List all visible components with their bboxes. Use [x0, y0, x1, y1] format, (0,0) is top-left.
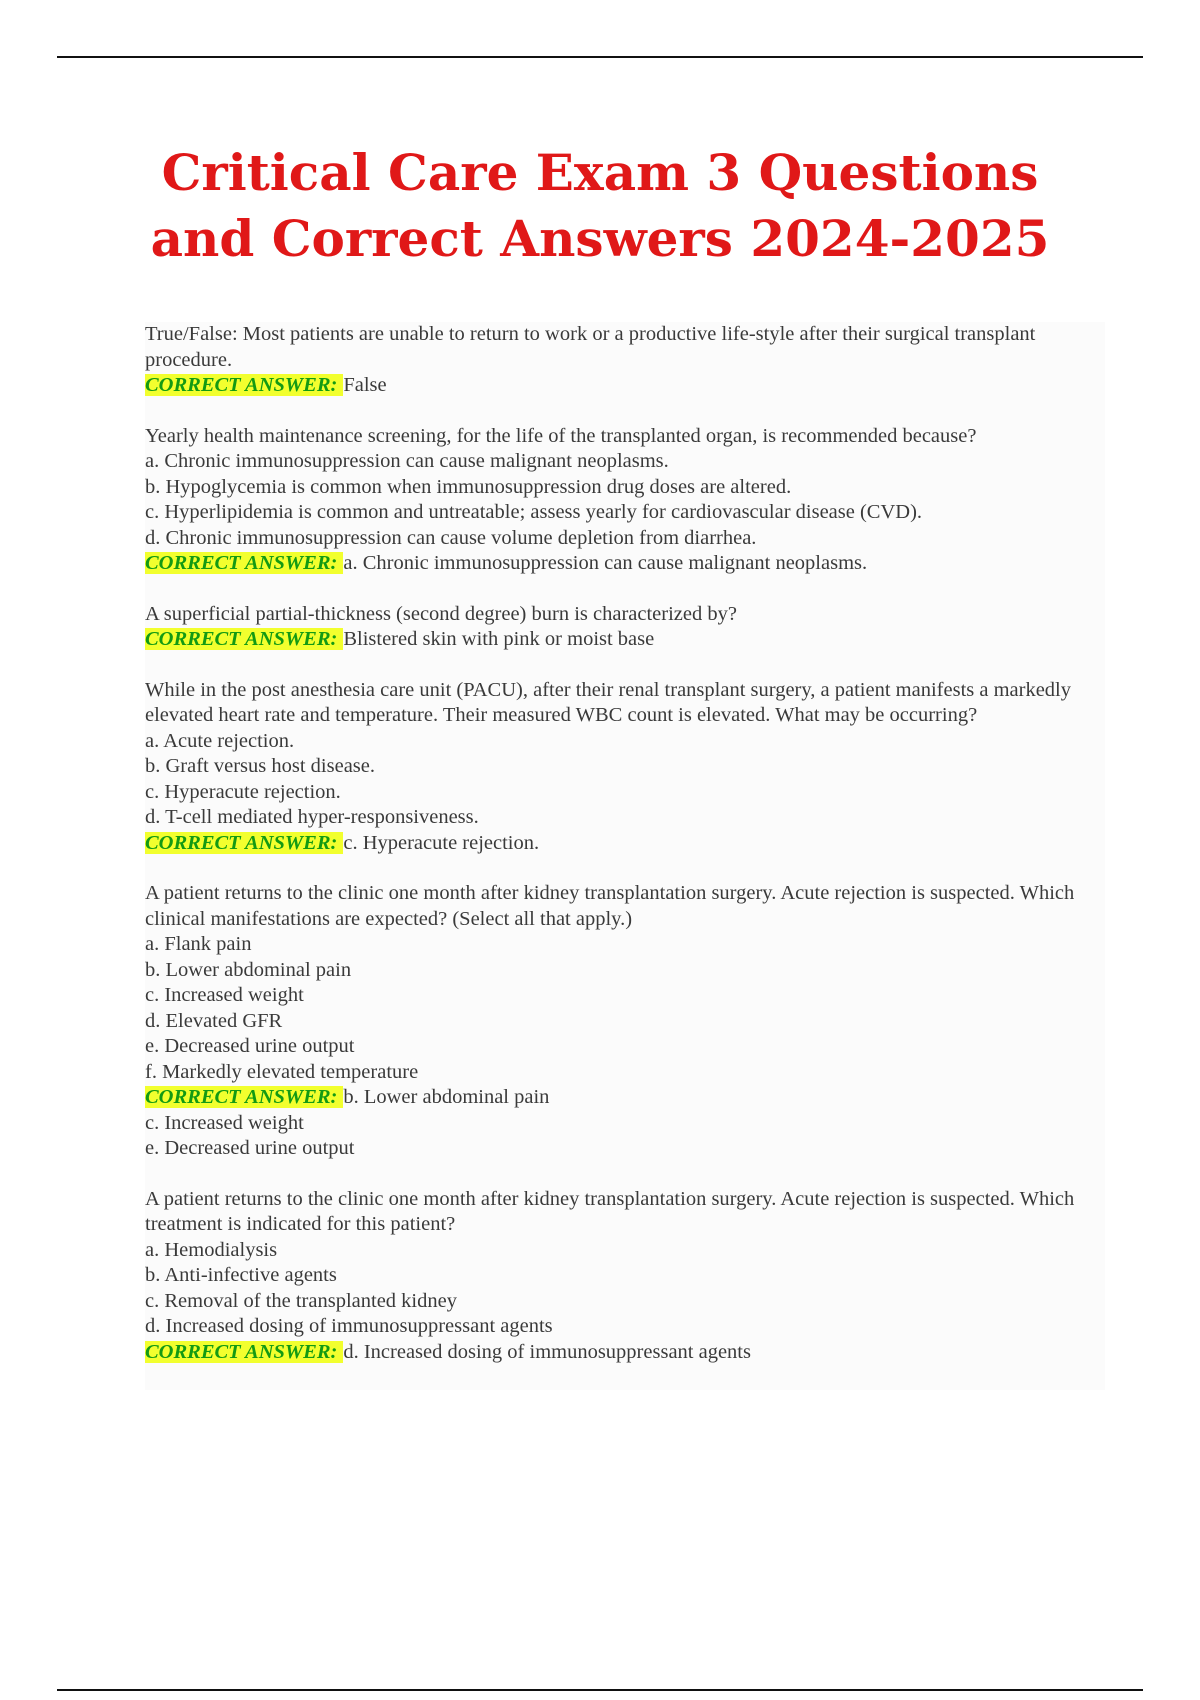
correct-answer-line [145, 831, 1105, 857]
answer-option: c. Removal of the transplanted kidney [145, 1289, 457, 1312]
question-list [145, 322, 1105, 1390]
answer-option: a. Hemodialysis [145, 1238, 278, 1261]
answer-option: a. Flank pain [145, 933, 252, 955]
correct-answer-text: b. Lower abdominal pain [343, 1086, 550, 1108]
question-text: True/False: Most patients are unable to return to work or a productive life-style after their surgical transplant procedure. [145, 323, 1036, 371]
answer-option: d. Chronic immunosuppression can cause volume depletion from diarrhea. [145, 526, 757, 549]
correct-answer-line [145, 627, 1105, 653]
answer-option: a. Chronic immunosuppression can cause malignant neoplasms. [145, 450, 669, 472]
answer-option: b. Hypoglycemia is common when immunosuppression drug doses are altered. [145, 475, 792, 498]
answer-option: f. Markedly elevated temperature [145, 1060, 419, 1083]
correct-answer-text: c. Hyperacute rejection. [343, 831, 540, 854]
question-block [145, 881, 1105, 1162]
correct-answer-line [145, 551, 1105, 577]
question-text: A patient returns to the clinic one month after kidney transplantation surgery. Acute rejection is suspected. Which clinical manifestations are expected? (Select all that apply.) [145, 882, 1075, 930]
correct-answer-label: CORRECT ANSWER: [145, 1341, 343, 1363]
answer-option: c. Increased weight [145, 984, 304, 1006]
answer-option: b. Anti-infective agents [145, 1264, 337, 1286]
answer-option: d. Increased dosing of immunosuppressant agents [145, 1315, 553, 1337]
answer-option: c. Hyperacute rejection. [145, 780, 341, 803]
answer-option: b. Lower abdominal pain [145, 958, 352, 981]
question-block [145, 1187, 1105, 1366]
question-text: While in the post anesthesia care unit (PACU), after their renal transplant surgery, a patient manifests a markedly elevated heart rate and temperature. Their measured WBC count is elevated. What may be occurring? [145, 678, 1072, 726]
correct-answer-label: CORRECT ANSWER: [145, 552, 343, 574]
bottom-rule [57, 1689, 1143, 1691]
answer-option: d. Elevated GFR [145, 1009, 283, 1032]
title-line-2: and Correct Answers 2024-2025 [150, 209, 1050, 268]
answer-option: b. Graft versus host disease. [145, 755, 376, 777]
question-block [145, 602, 1105, 653]
correct-answer-text: a. Chronic immunosuppression can cause malignant neoplasms. [343, 552, 868, 574]
answer-option: a. Acute rejection. [145, 729, 295, 752]
question-block [145, 322, 1105, 399]
document-title [100, 140, 1100, 272]
question-block [145, 424, 1105, 577]
correct-answer-extra: e. Decreased urine output [145, 1137, 355, 1159]
correct-answer-text: False [343, 374, 387, 396]
question-text: A superficial partial-thickness (second degree) burn is characterized by? [145, 602, 737, 625]
correct-answer-line [145, 1085, 1105, 1111]
correct-answer-text: d. Increased dosing of immunosuppressant agents [343, 1340, 751, 1363]
question-block [145, 678, 1105, 857]
answer-option: d. T-cell mediated hyper-responsiveness. [145, 806, 479, 828]
answer-option: e. Decreased urine output [145, 1035, 355, 1057]
title-line-1: Critical Care Exam 3 Questions [161, 143, 1039, 202]
correct-answer-label: CORRECT ANSWER: [145, 832, 343, 854]
correct-answer-extra: c. Increased weight [145, 1111, 304, 1134]
correct-answer-label: CORRECT ANSWER: [145, 374, 343, 396]
correct-answer-label: CORRECT ANSWER: [145, 628, 343, 650]
correct-answer-line [145, 1340, 1105, 1366]
answer-option: c. Hyperlipidemia is common and untreatable; assess yearly for cardiovascular disease (CVD). [145, 501, 923, 523]
question-text: Yearly health maintenance screening, for the life of the transplanted organ, is recommended because? [145, 424, 977, 447]
question-text: A patient returns to the clinic one month after kidney transplantation surgery. Acute rejection is suspected. Which treatment is indicated for this patient? [145, 1187, 1075, 1235]
correct-answer-line [145, 373, 1105, 399]
top-rule [57, 56, 1143, 58]
correct-answer-label: CORRECT ANSWER: [145, 1086, 343, 1108]
correct-answer-text: Blistered skin with pink or moist base [343, 628, 655, 650]
